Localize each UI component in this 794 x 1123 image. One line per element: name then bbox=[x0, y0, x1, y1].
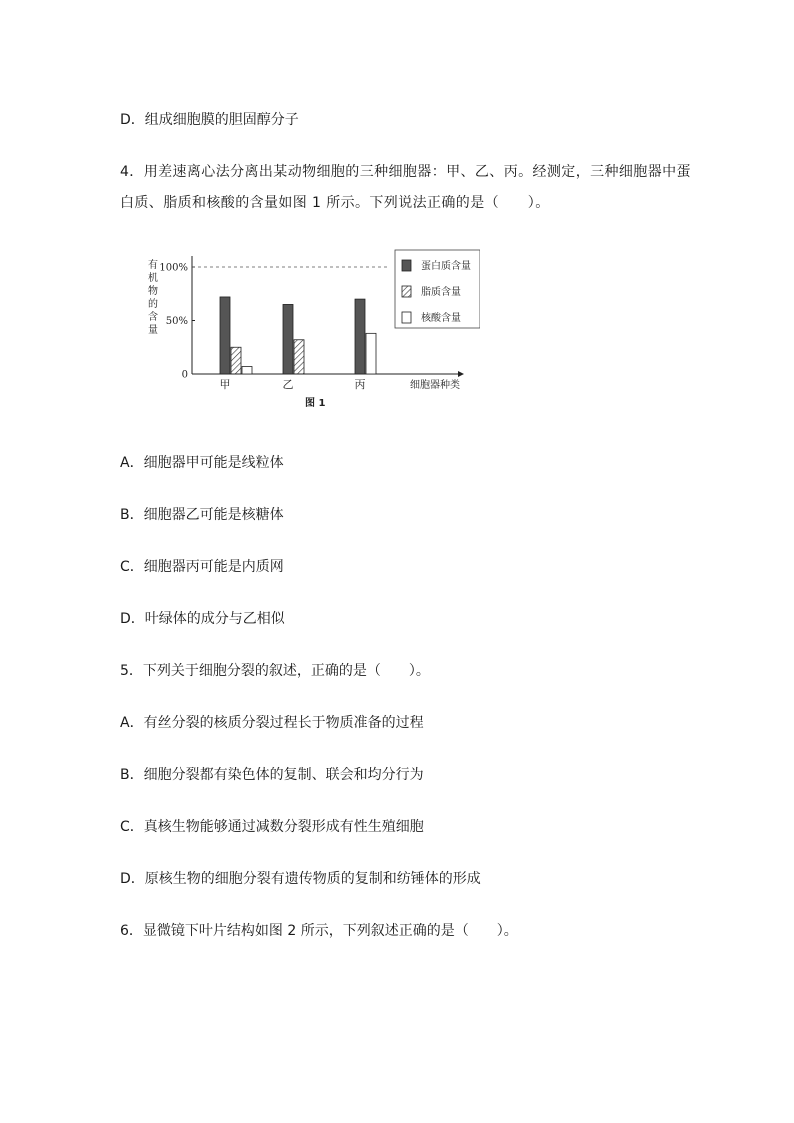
bar-nucleic-acid bbox=[366, 333, 376, 374]
question-4-stem-line-2: 白质、脂质和核酸的含量如图 1 所示。下列说法正确的是（ ）。 bbox=[120, 195, 550, 211]
y-axis-label-char: 的 bbox=[148, 299, 158, 310]
y-tick-label: 100% bbox=[159, 262, 188, 274]
x-category-label: 甲 bbox=[219, 378, 231, 391]
y-axis-label-char: 物 bbox=[148, 286, 158, 297]
question-4-option-a: A．细胞器甲可能是线粒体 bbox=[120, 455, 284, 471]
question-5-option-a: A．有丝分裂的核质分裂过程长于物质准备的过程 bbox=[120, 715, 424, 731]
bar-protein bbox=[220, 297, 230, 374]
legend-label: 脂质含量 bbox=[421, 287, 461, 298]
y-axis-label-char: 有 bbox=[148, 260, 158, 271]
bar-lipid bbox=[294, 340, 304, 374]
x-axis-label: 细胞器种类 bbox=[410, 380, 460, 391]
y-axis-label-char: 机 bbox=[148, 273, 158, 284]
legend-swatch bbox=[402, 260, 411, 271]
y-tick-label: 0 bbox=[181, 369, 188, 381]
question-3-option-d: D．组成细胞膜的胆固醇分子 bbox=[120, 112, 299, 128]
legend-label: 蛋白质含量 bbox=[421, 261, 471, 272]
bar-lipid bbox=[231, 347, 241, 374]
bar-nucleic-acid bbox=[242, 367, 252, 374]
question-4-option-c: C．细胞器丙可能是内质网 bbox=[120, 559, 284, 575]
question-5-option-b: B．细胞分裂都有染色体的复制、联会和均分行为 bbox=[120, 767, 424, 783]
x-category-label: 乙 bbox=[282, 378, 294, 391]
figure-caption: 图 1 bbox=[305, 398, 326, 409]
question-5-option-c: C．真核生物能够通过减数分裂形成有性生殖细胞 bbox=[120, 819, 424, 835]
question-4-option-d: D．叶绿体的成分与乙相似 bbox=[120, 611, 285, 627]
legend-label: 核酸含量 bbox=[421, 313, 461, 324]
bar-protein bbox=[355, 299, 365, 374]
y-axis-label-char: 量 bbox=[148, 325, 158, 336]
legend-swatch bbox=[402, 286, 411, 297]
bar-protein bbox=[283, 304, 293, 374]
legend-swatch bbox=[402, 312, 411, 323]
x-category-label: 丙 bbox=[354, 378, 366, 391]
question-5-stem: 5．下列关于细胞分裂的叙述，正确的是（ ）。 bbox=[120, 663, 430, 679]
question-5-option-d: D．原核生物的细胞分裂有遗传物质的复制和纺锤体的形成 bbox=[120, 871, 481, 887]
question-4-stem-line-1: 4．用差速离心法分离出某动物细胞的三种细胞器：甲、乙、丙。经测定，三种细胞器中蛋 bbox=[120, 164, 691, 180]
figure-1-bar-chart bbox=[140, 248, 480, 418]
question-4-option-b: B．细胞器乙可能是核糖体 bbox=[120, 507, 284, 523]
question-6-stem: 6．显微镜下叶片结构如图 2 所示，下列叙述正确的是（ ）。 bbox=[120, 923, 518, 939]
y-axis-label-char: 含 bbox=[148, 312, 158, 323]
y-tick-label: 50% bbox=[165, 316, 188, 327]
x-axis-arrow bbox=[458, 371, 464, 377]
y-axis-label bbox=[148, 258, 158, 336]
